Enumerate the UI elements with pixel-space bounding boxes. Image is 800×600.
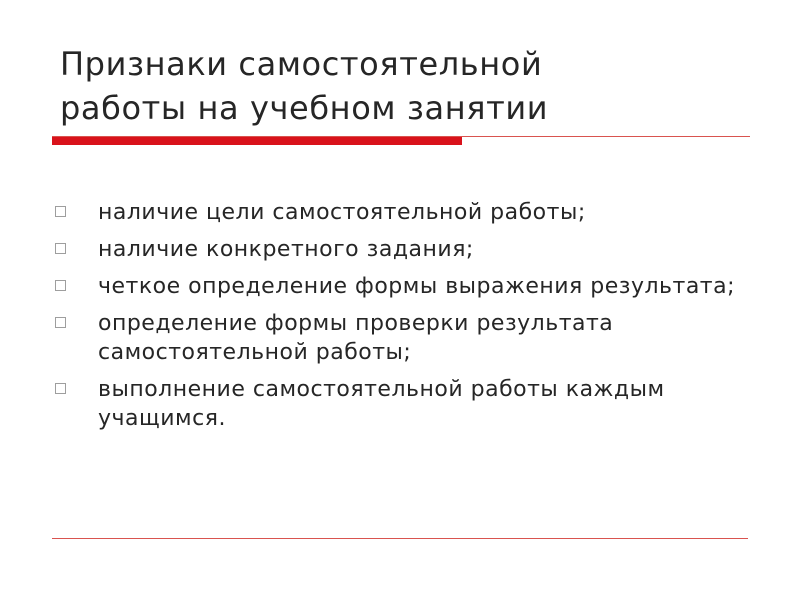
- slide-title: [60, 42, 740, 130]
- bullet-text: наличие конкретного задания;: [98, 237, 474, 262]
- bullet-item: [52, 375, 752, 433]
- title-line-1: Признаки самостоятельной: [60, 45, 543, 83]
- bullet-item: [52, 309, 752, 367]
- square-bullet-icon: [55, 317, 66, 328]
- square-bullet-icon: [55, 383, 66, 394]
- bullet-item: [52, 198, 752, 227]
- title-line-2: работы на учебном занятии: [60, 89, 549, 127]
- title-divider-accent: [52, 137, 462, 145]
- bullet-text: наличие цели самостоятельной работы;: [98, 200, 586, 225]
- square-bullet-icon: [55, 280, 66, 291]
- bullet-text: определение формы проверки результата самостоятельной работы;: [98, 311, 614, 365]
- bullet-text: четкое определение формы выражения результата;: [98, 274, 736, 299]
- bullet-text: выполнение самостоятельной работы каждым учащимся.: [98, 377, 665, 431]
- bullet-item: [52, 235, 752, 264]
- square-bullet-icon: [55, 206, 66, 217]
- bullet-item: [52, 272, 752, 301]
- bottom-divider: [52, 538, 748, 539]
- square-bullet-icon: [55, 243, 66, 254]
- bullet-list: [52, 198, 752, 441]
